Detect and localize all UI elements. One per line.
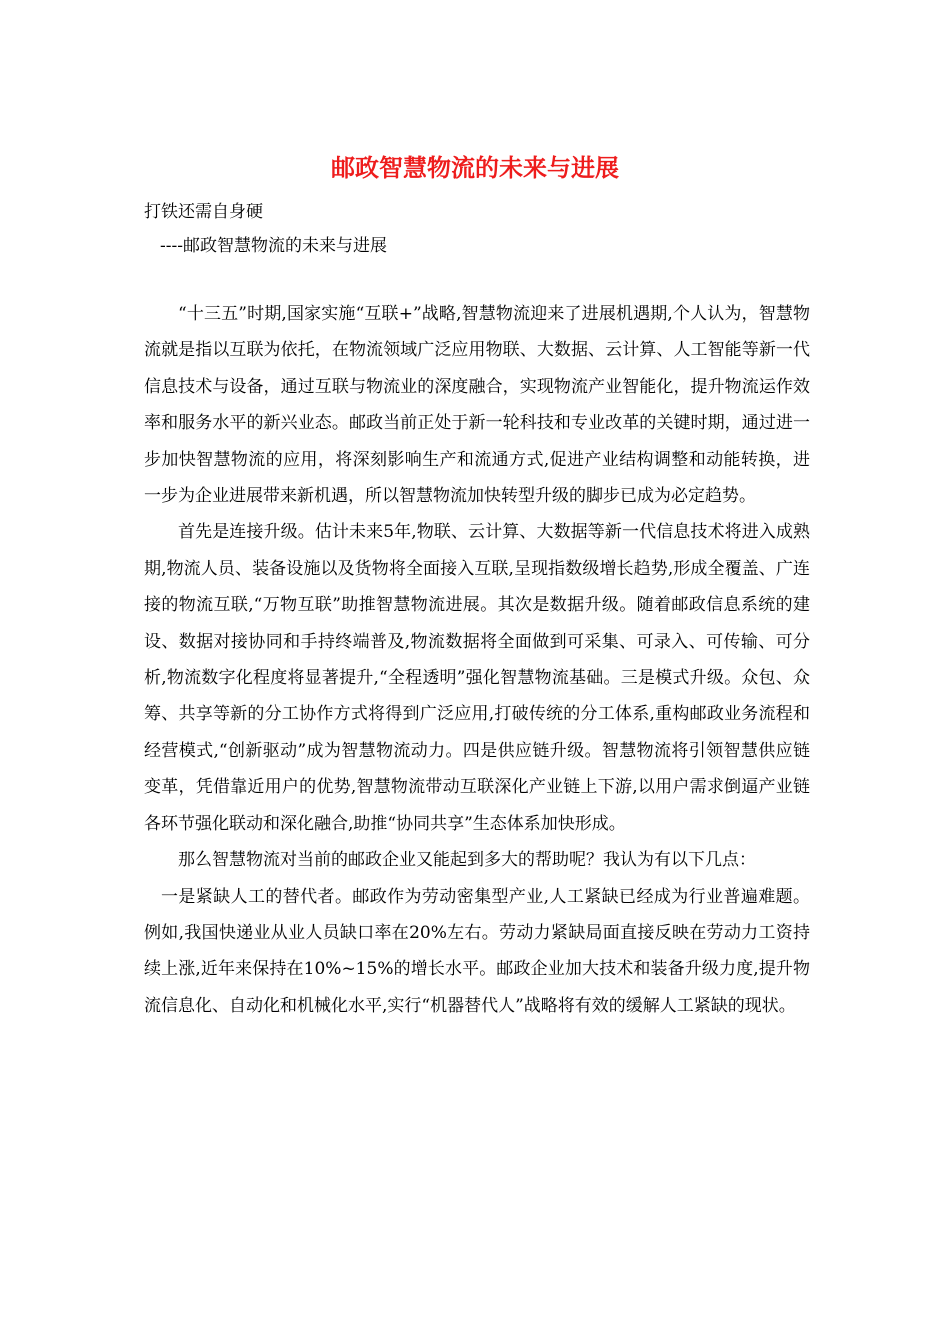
paragraph-point-one: 一是紧缺人工的替代者。邮政作为劳动密集型产业,人工紧缺已经成为行业普遍难题。例如,我国快递业从业人员缺口率在20%左右。劳动力紧缺局面直接反映在劳动力工资持续上涨,近年来保持在10%~15%的增长水平。邮政企业加大技术和装备升级力度,提升物流信息化、自动化和机械化水平,实行“机器替代人”战略将有效的缓解人工紧缺的现状。 (144, 886, 810, 1016)
document-byline: ----邮政智慧物流的未来与进展 (160, 236, 387, 256)
paragraph-upgrades: 首先是连接升级。估计未来5年,物联、云计算、大数据等新一代信息技术将进入成熟期,物流人员、装备设施以及货物将全面接入互联,呈现指数级增长趋势,形成全覆盖、广连接的物流互联,“万物互联”助推智慧物流进展。其次是数据升级。随着邮政信息系统的建设、数据对接协同和手持终端普及,物流数据将全面做到可采集、可录入、可传输、可分析,物流数字化程度将显著提升,“全程透明”强化智慧物流基础。三是模式升级。众包、众筹、共享等新的分工协作方式将得到广泛应用,打破传统的分工体系,重构邮政业务流程和经营模式,“创新驱动”成为智慧物流动力。四是供应链升级。智慧物流将引领智慧供应链变革，凭借靠近用户的优势,智慧物流带动互联深化产业链上下游,以用户需求倒逼产业链各环节强化联动和深化融合,助推“协同共享”生态体系加快形成。 (144, 522, 810, 834)
document-title: 邮政智慧物流的未来与进展 (331, 153, 619, 182)
document-subtitle: 打铁还需自身硬 (144, 202, 263, 222)
paragraph-question: 那么智慧物流对当前的邮政企业又能起到多大的帮助呢？我认为有以下几点： (178, 850, 756, 871)
document-body (144, 296, 810, 1024)
paragraph-intro: “十三五”时期,国家实施“互联+”战略,智慧物流迎来了进展机遇期,个人认为，智慧物流就是指以互联为依托，在物流领域广泛应用物联、大数据、云计算、人工智能等新一代信息技术与设备，通过互联与物流业的深度融合，实现物流产业智能化，提升物流运作效率和服务水平的新兴业态。邮政当前正处于新一轮科技和专业改革的关键时期，通过进一步加快智慧物流的应用，将深刻影响生产和流通方式,促进产业结构调整和动能转换，进一步为企业进展带来新机遇，所以智慧物流加快转型升级的脚步已成为必定趋势。 (144, 304, 810, 507)
